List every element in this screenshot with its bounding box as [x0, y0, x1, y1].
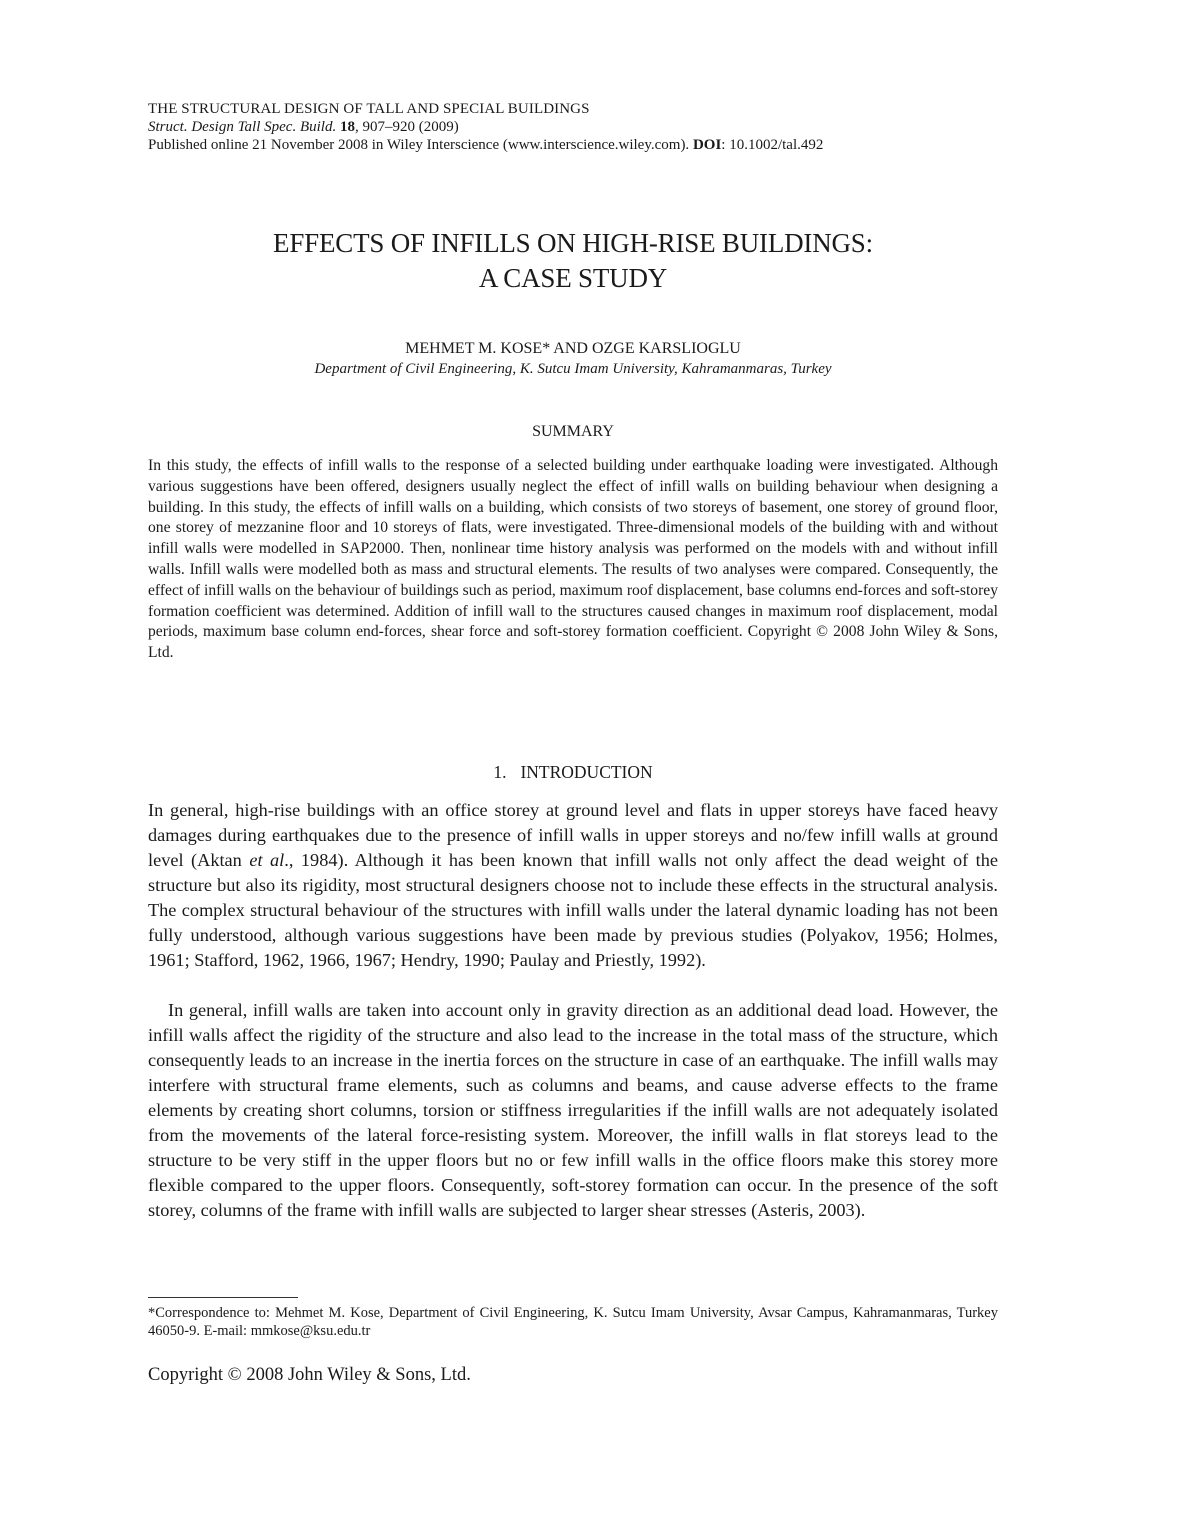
summary-heading: SUMMARY [532, 423, 614, 440]
footnote-divider [148, 1297, 298, 1298]
title-line-2: A CASE STUDY [478, 263, 668, 293]
authors: MEHMET M. KOSE* AND OZGE KARSLIOGLU [405, 340, 741, 357]
journal-pages: , 907–920 (2009) [354, 119, 459, 135]
doi-value: : 10.1002/tal.492 [721, 137, 824, 153]
p1-part-b: ., 1984). Although it has been known that infill walls not only affect the dead weight of the structure but also its rigidity, most structural designers choose not to include these effects in the structural analysis. The complex structural behaviour of the structures with infill walls under the lateral dynamic loading has not been fully understood, although various suggestions have been made by previous studies (Polyakov, 1956; Holmes, 1961; Stafford, 1962, 1966, 1967; Hendry, 1990; Paulay and Priestly, 1992). [148, 850, 999, 970]
p1-part-a: In general, high-rise buildings with an office storey at ground level and flats in upper storeys have faced heavy damages during earthquakes due to the presence of infill walls in upper storeys and no/few infill walls at ground level (Aktan [148, 800, 998, 870]
intro-paragraph-2: In general, infill walls are taken into account only in gravity direction as an additional dead load. However, the infill walls affect the rigidity of the structure and also lead to the increase in the total mass of the structure, which consequently leads to an increase in the inertia forces on the structure in case of an earthquake. The infill walls may interfere with structural frame elements, such as columns and beams, and cause adverse effects to the frame elements by creating short columns, torsion or stiffness irregularities if the infill walls are not adequately isolated from the movements of the lateral force-resisting system. Moreover, the infill walls in flat storeys lead to the structure to be very stiff in the upper floors but no or few infill walls in the office floors make this storey more flexible compared to the upper floors. Consequently, soft-storey formation can occur. In the presence of the soft storey, columns of the frame with infill walls are subjected to larger shear stresses (Asteris, 2003). [148, 1000, 998, 1220]
title-line-1: EFFECTS OF INFILLS ON HIGH-RISE BUILDINGS: [273, 228, 873, 258]
affiliation: Department of Civil Engineering, K. Sutcu Imam University, Kahramanmaras, Turkey [314, 361, 832, 377]
publication-line [148, 136, 998, 154]
journal-abbrev: Struct. Design Tall Spec. Build. [148, 119, 337, 135]
intro-paragraph-1 [148, 798, 998, 973]
correspondence-footnote: *Correspondence to: Mehmet M. Kose, Department of Civil Engineering, K. Sutcu Imam University, Avsar Campus, Kahramanmaras, Turkey 46050-9. E-mail: mmkose@ksu.edu.tr [148, 1305, 998, 1339]
summary-text: In this study, the effects of infill walls to the response of a selected building under earthquake loading were investigated. Although various suggestions have been offered, designers usually neglect the effect of infill walls on building behaviour when designing a building. In this study, the effects of infill walls on a building, which consists of two storeys of basement, one storey of ground floor, one storey of mezzanine floor and 10 storeys of flats, were investigated. Three-dimensional models of the building with and without infill walls were modelled in SAP2000. Then, nonlinear time history analysis was performed on the models with and without infill walls. Infill walls were modelled both as mass and structural elements. The results of two analyses were compared. Consequently, the effect of infill walls on the behaviour of buildings such as period, maximum roof displacement, base columns end-forces and soft-storey formation coefficient was determined. Addition of infill wall to the structures caused changes in maximum roof displacement, modal periods, maximum base column end-forces, shear force and soft-storey formation coefficient. Copyright © 2008 John Wiley & Sons, Ltd. [148, 457, 998, 662]
journal-citation [148, 118, 998, 136]
paper-title [148, 226, 998, 296]
section-title: INTRODUCTION [520, 762, 653, 782]
journal-name: THE STRUCTURAL DESIGN OF TALL AND SPECIAL BUILDINGS [148, 101, 590, 117]
journal-header [148, 100, 998, 154]
doi-label: DOI [692, 137, 722, 153]
journal-volume: 18 [339, 119, 355, 135]
introduction-heading [148, 761, 998, 783]
published-info: Published online 21 November 2008 in Wiley Interscience (www.interscience.wiley.com). [148, 137, 690, 153]
section-number: 1. [493, 762, 507, 782]
p1-etal: et al [249, 850, 285, 870]
copyright-notice: Copyright © 2008 John Wiley & Sons, Ltd. [148, 1365, 471, 1385]
